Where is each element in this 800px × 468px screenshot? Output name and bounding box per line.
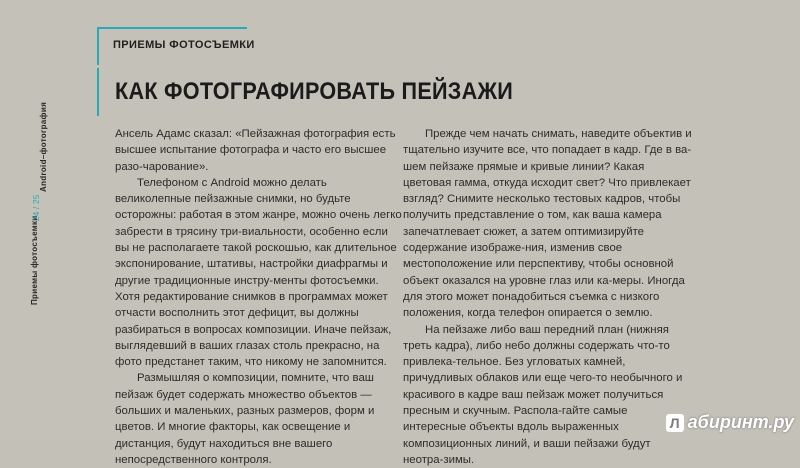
paragraph: На пейзаже либо ваш передний план (нижняя треть кадра), либо небо должны содержать что-то привлека-тельное. Без угловатых камней, причудливых облаков или еще чего-то необычного и красивого в кадре ваш пейзаж может получиться пресным и скучным. Распола-гайте самые интересные объекты вдоль выраженных композиционных линий, и ваши пейзажи будут неотра-зимы.: [403, 323, 683, 466]
page-title: КАК ФОТОГРАФИРОВАТЬ ПЕЙЗАЖИ: [115, 78, 514, 105]
page-numbers: 24 / 25: [32, 194, 41, 221]
watermark-text: абиринт.ру: [687, 412, 794, 432]
side-rail: [0, 0, 60, 441]
sidebar-section: Android–фотография: [39, 101, 48, 192]
paragraph: Ансель Адамс сказал: «Пейзажная фотография есть высшее испытание фотографа и часто его высшее разо-чарование».: [115, 128, 396, 173]
watermark: [666, 412, 794, 433]
paragraph: Телефоном с Android можно делать великолепные пейзажные снимки, но будьте осторожны: работая в этом жанре, можно очень легко забрести в трясину три-виальности, особенно если вы не располагаете такой роскошью, как длительное экспонирование, штативы, настройки диафрагмы и другие традиционные инстру-менты фотосъемки. Хотя редактирование снимков в программах может отчасти восполнить этот дефицит, вы должны разбираться в вопросах композиции. Иначе пейзаж, выглядевший в ваших глазах столь прекрасно, на фото предстанет таким, что никому не запомнится.: [115, 176, 402, 369]
title-accent-bar: [97, 68, 99, 116]
section-label: ПРИЕМЫ ФОТОСЪЕМКИ: [113, 39, 255, 51]
left-column: [115, 126, 405, 468]
labirint-logo-icon: Л: [666, 414, 684, 432]
paragraph: Размышляя о композиции, помните, что ваш пейзаж будет содержать множество объектов — больших и маленьких, разных размеров, форм и цветов. И многие факторы, как освещение и дистанция, будут находиться вне вашего непосредственного контроля.: [115, 372, 375, 466]
right-column: [403, 126, 693, 468]
sidebar-chapter: Приемы фотосъемки: [30, 215, 39, 305]
paragraph: Прежде чем начать снимать, наведите объектив и тщательно изучите все, что попадает в кадр. Где в ва-шем пейзаже прямые и кривые линии? Какая цветовая гамма, откуда исходит свет? Что привлекает взгляд? Снимите несколько тестовых кадров, чтобы получить представление о том, как ваша камера запечатлевает сюжет, а затем оптимизируйте содержание изображе-ния, изменив свое местоположение или перспективу, чтобы основной объект оказался на уровне глаз или ка-меры. Иногда для этого может понадобиться съемка с низкого положения, когда телефон опирается о землю.: [403, 128, 692, 320]
